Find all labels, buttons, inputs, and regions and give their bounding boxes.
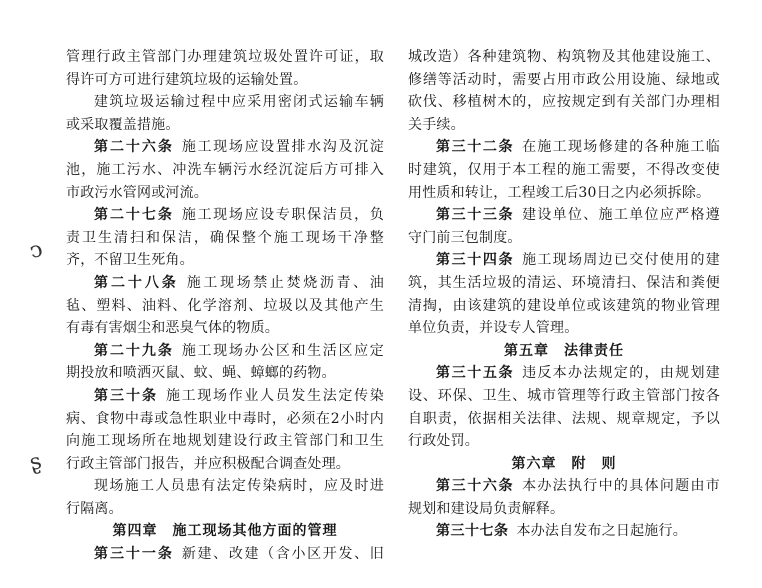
text-line [408, 408, 720, 431]
line-text: 市政污水管网或河流。 [66, 184, 208, 201]
line-text: 单位负责，并设专人管理。 [408, 320, 579, 337]
text-line [66, 543, 384, 566]
line-text: 管理行政主管部门办理建筑垃圾处置许可证，取 [66, 49, 384, 65]
text-line [408, 385, 720, 408]
line-text: 修缮等活动时，需要占用市政公用设施、绿地或 [408, 71, 720, 88]
text-line [408, 114, 720, 137]
line-text: 城改造）各种建筑物、构筑物及其他建设施工、 [408, 49, 720, 65]
line-text: 建筑垃圾运输过程中应采用密闭式运输车辆 [94, 94, 384, 111]
text-line [408, 475, 720, 498]
article-number: 第三十四条 [436, 252, 515, 269]
line-text: 病、食物中毒或急性职业中毒时，必须在2小时内 [66, 410, 384, 427]
line-text: 或采取覆盖措施。 [66, 116, 180, 133]
chapter-heading: 第六章 附 则 [511, 455, 617, 472]
text-line [408, 91, 720, 114]
text-line [408, 362, 720, 385]
article-number: 第三十七条 [436, 523, 509, 540]
text-line [408, 249, 720, 272]
line-text: 建设单位、施工单位应严格遵 [522, 207, 720, 224]
line-text: 现场施工人员患有法定传染病时，应及时进 [94, 478, 384, 495]
article-number: 第二十八条 [94, 274, 179, 291]
line-text: 自职责，依据相关法律、法规、规章规定，予以 [408, 410, 720, 427]
line-text: 用性质和转让，工程竣工后30日之内必须拆除。 [408, 184, 711, 201]
text-line [66, 295, 384, 318]
line-text: 清掏，由该建筑的建设单位或该建筑的物业管理 [408, 297, 720, 314]
text-line [66, 91, 384, 114]
line-text: 毡、塑料、油料、化学溶剂、垃圾以及其他产生 [66, 297, 384, 314]
text-line [408, 272, 720, 295]
text-line [408, 498, 720, 521]
article-number: 第二十七条 [94, 207, 174, 224]
line-text: 本办法自发布之日起施行。 [516, 523, 687, 540]
line-text: 施工现场作业人员发生法定传染 [165, 387, 384, 404]
text-line [408, 136, 720, 159]
line-text: 施工现场禁止焚烧沥青、油 [186, 274, 384, 291]
left-text-column [66, 46, 384, 566]
margin-mark-lower: ʂ [26, 448, 45, 477]
article-number: 第三十二条 [436, 139, 515, 156]
text-line [66, 46, 384, 69]
text-line [66, 385, 384, 408]
chapter-heading: 第四章 施工现场其他方面的管理 [112, 523, 338, 540]
text-line [66, 430, 384, 453]
article-number: 第三十五条 [436, 365, 515, 382]
article-number: 第三十一条 [94, 546, 174, 563]
chapter-heading: 第五章 法律责任 [504, 342, 624, 359]
text-line [66, 227, 384, 250]
line-text: 行政处罚。 [408, 433, 479, 450]
line-text: 得许可方可进行建筑垃圾的运输处置。 [66, 71, 308, 88]
line-text: 规划和建设局负责解释。 [408, 500, 565, 517]
text-line [66, 249, 384, 272]
text-line [408, 182, 720, 205]
line-text: 筑，其生活垃圾的清运、环境清扫、保洁和粪便 [408, 274, 720, 291]
text-line [66, 475, 384, 498]
text-line [66, 340, 384, 363]
text-line [408, 159, 720, 182]
text-line [66, 453, 384, 476]
line-text: 向施工现场所在地规划建设行政主管部门和卫生 [66, 433, 384, 450]
text-line [408, 227, 720, 250]
text-line [408, 69, 720, 92]
line-text: 关手续。 [408, 116, 465, 133]
text-line [66, 204, 384, 227]
line-text: 期投放和喷洒灭鼠、蚊、蝇、蟑螂的药物。 [66, 365, 336, 382]
line-text: 行隔离。 [66, 500, 123, 517]
text-line [66, 408, 384, 431]
line-text: 施工现场办公区和生活区应定 [181, 342, 384, 359]
line-text: 施工现场应设置排水沟及沉淀 [181, 139, 384, 156]
text-line [66, 317, 384, 340]
text-line [66, 272, 384, 295]
line-text: 施工现场周边已交付使用的建 [522, 252, 720, 269]
line-text: 违反本办法规定的，由规划建 [522, 365, 720, 382]
text-line [66, 136, 384, 159]
text-line [66, 69, 384, 92]
article-number: 第三十六条 [436, 478, 515, 495]
text-line [66, 498, 384, 521]
article-number: 第二十六条 [94, 139, 174, 156]
article-number: 第三十三条 [436, 207, 515, 224]
article-number: 第二十九条 [94, 342, 174, 359]
text-line [66, 362, 384, 385]
right-text-column [408, 46, 720, 543]
line-text: 责卫生清扫和保洁，确保整个施工现场干净整 [66, 229, 384, 246]
line-text: 本办法执行中的具体问题由市 [522, 478, 720, 495]
line-text: 时建筑，仅用于本工程的施工需要，不得改变使 [408, 161, 720, 178]
text-line [66, 182, 384, 205]
text-line [408, 46, 720, 69]
line-text: 施工现场应设专职保洁员，负 [181, 207, 384, 224]
article-number: 第三十条 [94, 387, 158, 404]
text-line [408, 204, 720, 227]
line-text: 行政主管部门报告，并应积极配合调查处理。 [66, 455, 350, 472]
text-line [66, 114, 384, 137]
line-text: 砍伐、移植树木的，应按规定到有关部门办理相 [408, 94, 720, 111]
text-line [408, 295, 720, 318]
line-text: 齐，不留卫生死角。 [66, 252, 194, 269]
line-text: 设、环保、卫生、城市管理等行政主管部门按各 [408, 387, 720, 404]
line-text: 池，施工污水、冲洗车辆污水经沉淀后方可排入 [66, 161, 384, 178]
line-text: 有毒有害烟尘和恶臭气体的物质。 [66, 320, 279, 337]
margin-mark-upper: ↄ [26, 236, 46, 265]
text-line [408, 317, 720, 340]
line-text: 新建、改建（含小区开发、旧 [181, 546, 384, 563]
line-text: 守门前三包制度。 [408, 229, 522, 246]
text-line [66, 159, 384, 182]
line-text: 在施工现场修建的各种施工临 [522, 139, 720, 156]
text-line [408, 520, 720, 543]
text-line [408, 430, 720, 453]
